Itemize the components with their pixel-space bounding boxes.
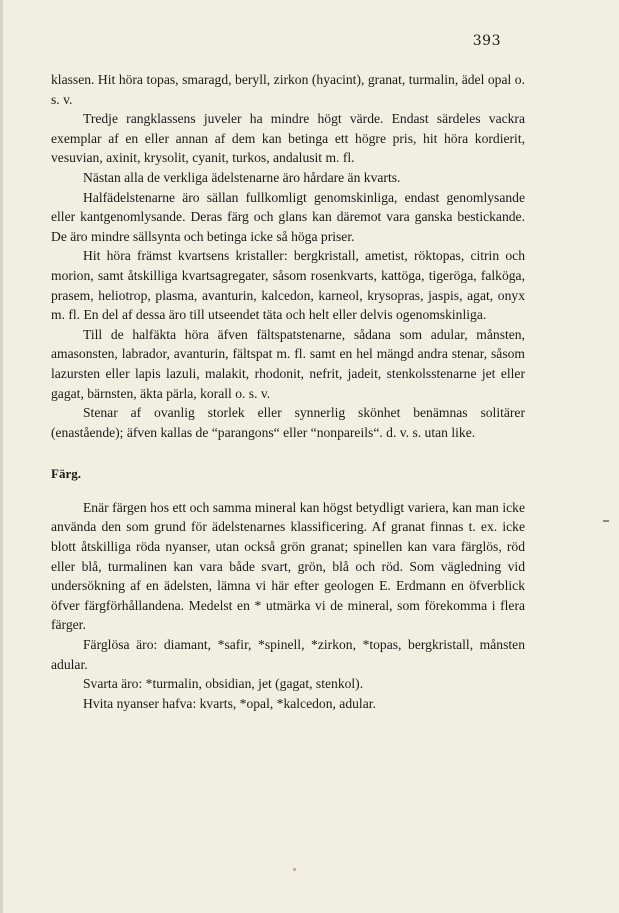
page-text xyxy=(51,70,525,713)
paragraph-10: Svarta äro: *turmalin, obsidian, jet (gagat, stenkol). xyxy=(83,676,364,692)
page-number: 393 xyxy=(472,33,501,49)
paragraph-1: klassen. Hit höra topas, smaragd, beryll, zirkon (hyacint), granat, turmalin, ädel opal o. s. v. xyxy=(51,72,525,107)
paragraph-6: Till de halfäkta höra äfven fältspatstenarne, sådana som adular, månsten, amasonsten, labrador, avanturin, fältspat m. fl. samt en hel mängd andra stenar, såsom lazursten eller lapis lazuli, malakit, rhodonit, nefrit, jadeit, stenkolsstenarne jet eller gagat, bärnsten, äkta pärla, korall o. s. v. xyxy=(51,326,525,401)
paper-speck xyxy=(293,868,296,871)
margin-mark xyxy=(603,520,609,522)
paragraph-7: Stenar af ovanlig storlek eller synnerlig skönhet benämnas solitärer (enastående); äfven kallas de “parangons“ eller “nonpareils“. d. v. s. utan like. xyxy=(51,405,525,440)
section-heading: Färg. xyxy=(51,466,81,482)
paragraph-8: Enär färgen hos ett och samma mineral kan högst betydligt variera, kan man icke använda den som grund för ädelstenarnes klassificering. Af granat finnas t. ex. icke blott åtskilliga röda nyanser, utan också grön granat; spinellen kan vara färglös, röd eller blå, turmalinen kan vara både svart, grön, blå och röd. Som vägledning vid undersökning af en ädelsten, lämna vi här efter geologen E. Erdmann en öfverblick öfver färgförhållandena. Medelst en * utmärka vi de mineral, som förekomma i flera färger. xyxy=(51,499,525,633)
paragraph-4: Halfädelstenarne äro sällan fullkomligt genomskinliga, endast genomlysande eller kantgenomlysande. Deras färg och glans kan däremot vara ganska bestickande. De äro mindre sällsynta och betinga icke så höga priser. xyxy=(51,189,525,244)
paragraph-11: Hvita nyanser hafva: kvarts, *opal, *kalcedon, adular. xyxy=(83,695,376,711)
paragraph-2: Tredje rangklassens juveler ha mindre högt värde. Endast särdeles vackra exemplar af en eller annan af dem kan betinga ett högre pris, hit höra kordierit, vesuvian, axinit, krysolit, cyanit, turkos, andalusit m. fl. xyxy=(51,111,525,166)
paragraph-9: Färglösa äro: diamant, *safir, *spinell, *zirkon, *topas, bergkristall, månsten adular. xyxy=(51,637,525,672)
paragraph-5: Hit höra främst kvartsens kristaller: bergkristall, ametist, röktopas, citrin och morion, samt åtskilliga kvartsagregater, såsom rosenkvarts, kattöga, tigeröga, falköga, prasem, heliotrop, plasma, avanturin, kalcedon, karneol, krysopras, jaspis, agat, onyx m. fl. En del af dessa äro till utseendet täta och helt eller delvis ogenomskinliga. xyxy=(51,248,525,323)
paragraph-3: Nästan alla de verkliga ädelstenarne äro hårdare än kvarts. xyxy=(83,169,401,185)
